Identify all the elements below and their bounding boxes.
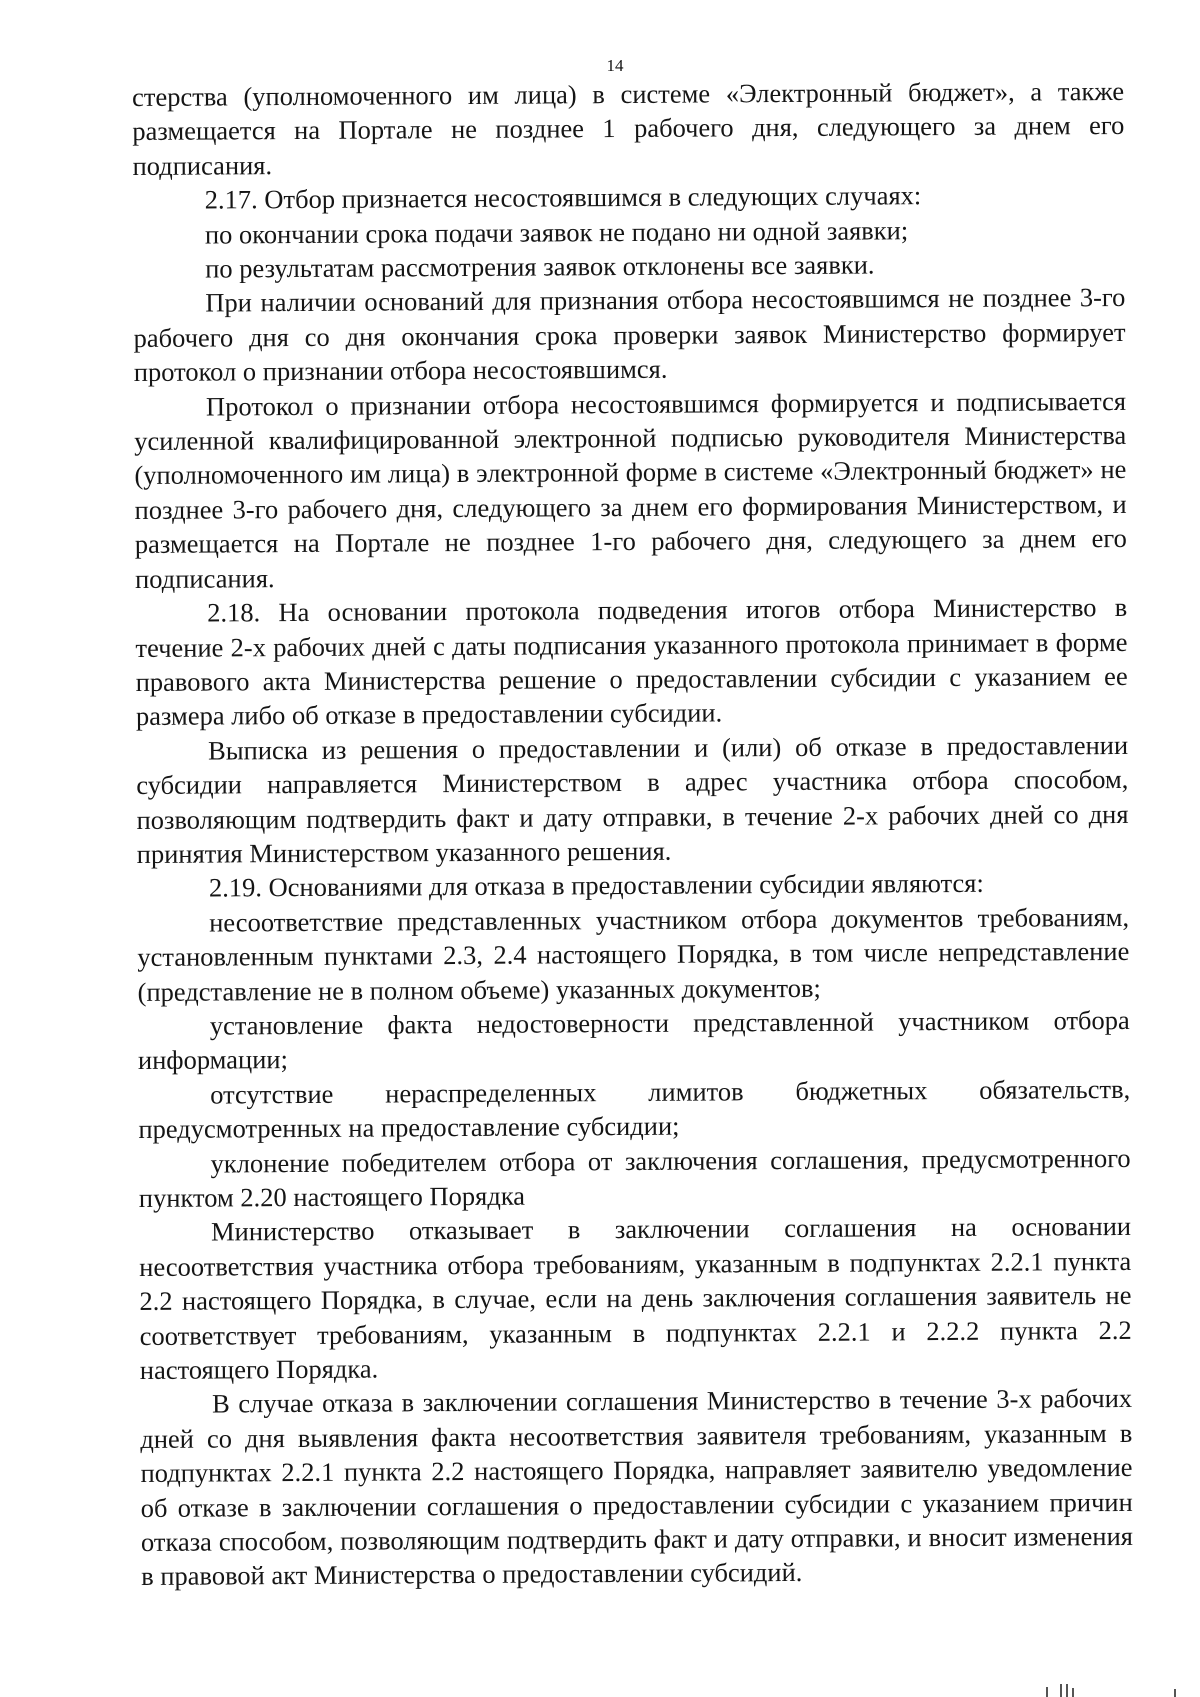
paragraph: Выписка из решения о предоставлении и (или) об отказе в предоставлении субсидии направляется Министерством в адрес участника отбора способом, позволяющим подтвердить факт и дату отправки, в течение 2-х рабочих дней со дня принятия Министерством указанного решения. (136, 729, 1129, 869)
paragraph: Министерство отказывает в заключении соглашения на основании несоответствия участника отбора требованиям, указанным в подпунктах 2.2.1 пункта 2.2 настоящего Порядка, в случае, если на день заключения соглашения заявитель не соответствует требованиям, указанным в подпунктах 2.2.1 и 2.2.2 пункта 2.2 настоящего Порядка. (139, 1211, 1132, 1386)
paragraph: уклонение победителем отбора от заключения соглашения, предусмотренного пунктом 2.20 настоящего Порядка (138, 1142, 1131, 1213)
document-body (132, 74, 1133, 1594)
paragraph: При наличии оснований для признания отбора несостоявшимся не позднее 3-го рабочего дня со дня окончания срока проверки заявок Министерство формирует протокол о признании отбора несостоявшимся. (133, 282, 1126, 388)
paragraph: стерства (уполномоченного им лица) в системе «Электронный бюджет», а также размещается на Портале не позднее 1 рабочего дня, следующего за днем его подписания. (132, 75, 1125, 181)
page-number: 14 (606, 56, 624, 75)
clause-2-19-heading: 2.19. Основаниями для отказа в предоставлении субсидии являются: (208, 868, 984, 903)
clause-2-18: 2.18. На основании протокола подведения итогов отбора Министерство в течение 2-х рабочих дней с даты подписания указанного протокола принимает в форме правового акта Министерства решение о предоставлении субсидии с указанием ее размера либо об отказе в предоставлении субсидии. (135, 592, 1128, 732)
clause-2-17-heading: 2.17. Отбор признается несостоявшимся в следующих случаях: (204, 180, 922, 215)
paragraph: установление факта недостоверности представленной участником отбора информации; (137, 1004, 1130, 1076)
paragraph: Протокол о признании отбора несостоявшимся формируется и подписывается усиленной квалифицированной электронной подписью руководителя Министерства (уполномоченного им лица) в электронной форме в системе «Электронный бюджет» не позднее 3-го рабочего дня, следующего за днем его формирования Министерством, и размещается на Портале не позднее 1-го рабочего дня, следующего за днем его подписания. (134, 385, 1127, 594)
scan-edge-marks (1046, 1680, 1176, 1697)
paragraph: по окончании срока подачи заявок не подано ни одной заявки; (204, 214, 909, 250)
paragraph: отсутствие нераспределенных лимитов бюджетных обязательств, предусмотренных на предоставление субсидии; (138, 1073, 1131, 1145)
paragraph: по результатам рассмотрения заявок отклонены все заявки. (205, 249, 875, 284)
paragraph: несоответствие представленных участником отбора документов требованиям, установленным пунктами 2.3, 2.4 настоящего Порядка, в том числе непредставление (представление не в полном объеме) указанных документов; (137, 901, 1130, 1007)
paragraph: В случае отказа в заключении соглашения Министерство в течение 3-х рабочих дней со дня выявления факта несоответствия заявителя требованиям, указанным в подпунктах 2.2.1 пункта 2.2 настоящего Порядка, направляет заявителю уведомление об отказе в заключении соглашения о предоставлении субсидии с указанием причин отказа способом, позволяющим подтвердить факт и дату отправки, и вносит изменения в правовой акт Министерства о предоставлении субсидий. (140, 1383, 1134, 1592)
